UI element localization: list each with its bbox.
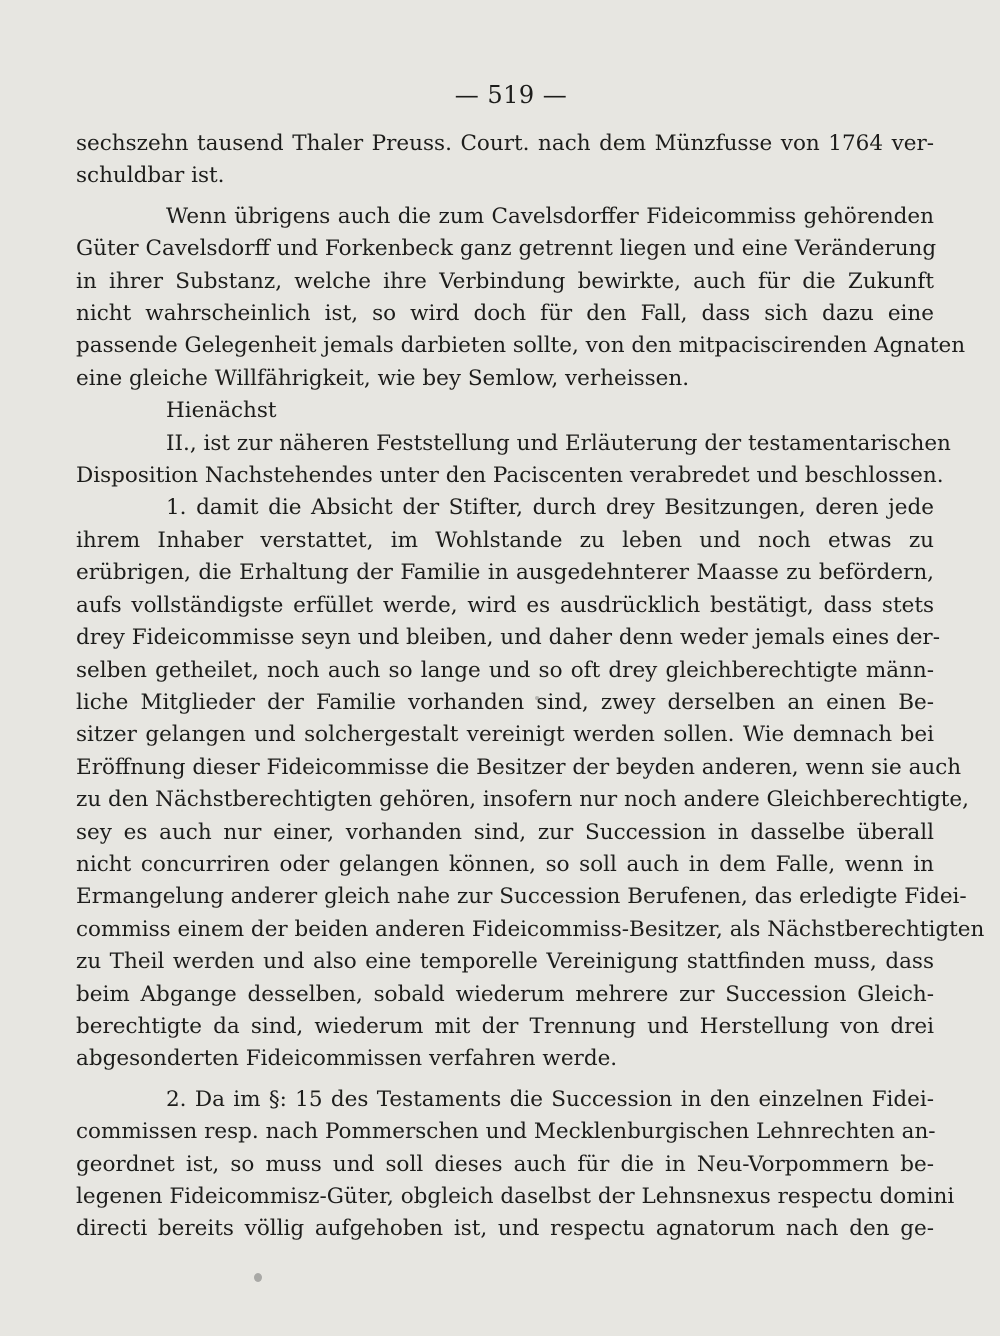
document-body <box>76 128 985 1246</box>
ink-speck <box>535 696 539 700</box>
text-line: commissen resp. nach Pommerschen und Mecklenburgischen Lehnrechten an- <box>76 1119 936 1145</box>
text-line: ihrem Inhaber verstattet, im Wohlstande zu leben und noch etwas zu <box>76 527 934 553</box>
text-line: directi bereits völlig aufgehoben ist, und respectu agnatorum nach den ge- <box>76 1216 934 1242</box>
text-line: schuldbar ist. <box>76 163 225 189</box>
paragraph <box>76 395 934 427</box>
text-line: aufs vollständigste erfüllet werde, wird es ausdrücklich bestätigt, dass stets <box>76 592 934 618</box>
text-line: Disposition Nachstehendes unter den Paciscenten verabredet und beschlossen. <box>76 463 944 489</box>
text-line: 1. damit die Absicht der Stifter, durch drey Besitzungen, deren jede <box>166 495 934 521</box>
paragraph <box>76 201 966 395</box>
paragraph <box>76 428 951 493</box>
text-line: zu den Nächstberechtigten gehören, insofern nur noch andere Gleichberechtigte, <box>76 787 969 813</box>
ink-speck <box>254 1273 262 1282</box>
text-line: drey Fideicommisse seyn und bleiben, und daher denn weder jemals eines der- <box>76 625 940 651</box>
text-line: sey es auch nur einer, vorhanden sind, zur Succession in dasselbe überall <box>76 819 934 845</box>
text-line: nicht concurriren oder gelangen können, so soll auch in dem Falle, wenn in <box>76 851 934 877</box>
text-line: erübrigen, die Erhaltung der Familie in ausgedehnterer Maasse zu befördern, <box>76 560 934 586</box>
text-line: legenen Fideicommisz-Güter, obgleich daselbst der Lehnsnexus respectu domini <box>76 1184 955 1209</box>
text-line: 2. Da im §: 15 des Testaments die Succession in den einzelnen Fidei- <box>166 1086 934 1112</box>
text-line: sitzer gelangen und solchergestalt vereinigt werden sollen. Wie demnach bei <box>76 722 934 748</box>
text-line: eine gleiche Willfährigkeit, wie bey Semlow, verheissen. <box>76 365 690 391</box>
text-line: geordnet ist, so muss und soll dieses auch für die in Neu-Vorpommern be- <box>76 1151 934 1177</box>
text-line: commiss einem der beiden anderen Fideicommiss-Besitzer, als Nächstberechtigten <box>76 916 985 942</box>
text-line: Güter Cavelsdorff und Forkenbeck ganz getrennt liegen und eine Veränderung <box>76 236 937 262</box>
text-line: Hienächst <box>166 398 277 424</box>
text-line: nicht wahrscheinlich ist, so wird doch für den Fall, dass sich dazu eine <box>76 301 934 327</box>
text-line: sechszehn tausend Thaler Preuss. Court. nach dem Münzfusse von 1764 ver- <box>76 131 934 156</box>
text-line: II., ist zur näheren Feststellung und Erläuterung der testamentarischen <box>166 430 951 456</box>
paragraph <box>76 492 985 1075</box>
text-line: liche Mitglieder der Familie vorhanden sind, zwey derselben an einen Be- <box>76 689 934 715</box>
text-line: abgesonderten Fideicommissen verfahren werde. <box>76 1046 618 1072</box>
text-line: selben getheilet, noch auch so lange und so oft drey gleichberechtigte männ- <box>76 657 934 683</box>
text-line: in ihrer Substanz, welche ihre Verbindung bewirkte, auch für die Zukunft <box>76 268 934 294</box>
text-line: Eröffnung dieser Fideicommisse die Besitzer der beyden anderen, wenn sie auch <box>76 754 962 780</box>
text-line: zu Theil werden und also eine temporelle Vereinigung stattfinden muss, dass <box>76 949 934 975</box>
text-line: beim Abgange desselben, sobald wiederum mehrere zur Succession Gleich- <box>76 981 934 1007</box>
text-line: Wenn übrigens auch die zum Cavelsdorffer Fideicommiss gehörenden <box>166 203 934 229</box>
text-line: passende Gelegenheit jemals darbieten sollte, von den mitpaciscirenden Agnaten <box>76 333 966 359</box>
text-line: Ermangelung anderer gleich nahe zur Succession Berufenen, das erledigte Fidei- <box>76 884 967 910</box>
paragraph <box>76 128 934 193</box>
paragraph <box>76 1084 955 1246</box>
page-number: — 519 — <box>454 81 568 109</box>
text-line: berechtigte da sind, wiederum mit der Trennung und Herstellung von drei <box>76 1013 934 1039</box>
